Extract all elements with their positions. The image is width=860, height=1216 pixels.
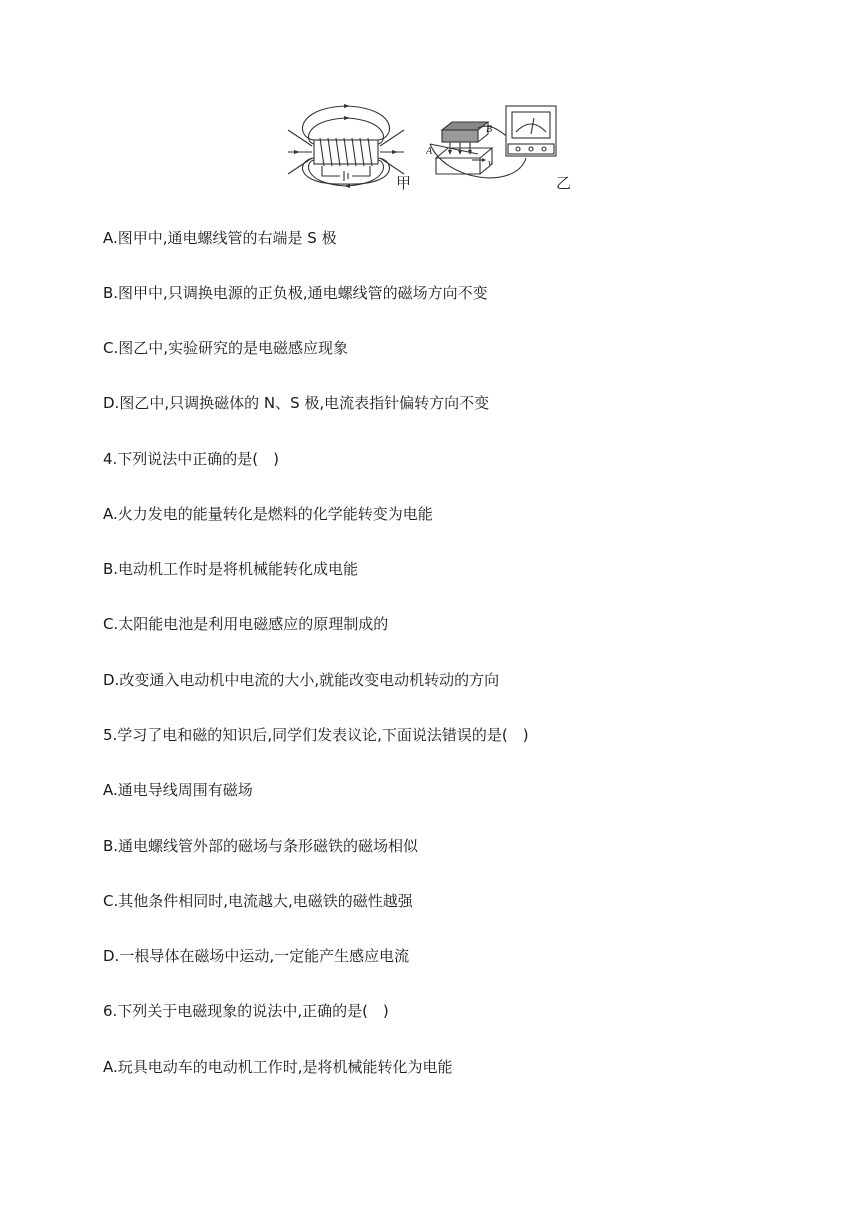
- figure-row: [286, 100, 586, 196]
- option-line: A.玩具电动车的电动机工作时,是将机械能转化为电能: [103, 1058, 453, 1076]
- option-line: B.通电螺线管外部的磁场与条形磁铁的磁场相似: [103, 837, 419, 855]
- label-v: v: [488, 158, 493, 169]
- option-line: A.火力发电的能量转化是燃料的化学能转变为电能: [103, 505, 433, 523]
- option-line: A.图甲中,通电螺线管的右端是 S 极: [103, 229, 337, 247]
- question-line: 4.下列说法中正确的是( ): [103, 450, 280, 468]
- question-line: 5.学习了电和磁的知识后,同学们发表议论,下面说法错误的是( ): [103, 726, 529, 744]
- label-a: A: [426, 146, 433, 157]
- option-line: D.改变通入电动机中电流的大小,就能改变电动机转动的方向: [103, 671, 500, 689]
- solenoid-figure: [286, 100, 406, 192]
- figure-label-yi: 乙: [556, 174, 572, 192]
- option-line: C.图乙中,实验研究的是电磁感应现象: [103, 339, 349, 357]
- option-line: B.电动机工作时是将机械能转化成电能: [103, 560, 359, 578]
- question-line: 6.下列关于电磁现象的说法中,正确的是( ): [103, 1002, 389, 1020]
- figure-label-jia: 甲: [396, 174, 412, 192]
- option-line: A.通电导线周围有磁场: [103, 781, 253, 799]
- option-line: C.太阳能电池是利用电磁感应的原理制成的: [103, 615, 389, 633]
- option-line: D.一根导体在磁场中运动,一定能产生感应电流: [103, 947, 410, 965]
- option-line: B.图甲中,只调换电源的正负极,通电螺线管的磁场方向不变: [103, 284, 488, 302]
- option-line: D.图乙中,只调换磁体的 N、S 极,电流表指针偏转方向不变: [103, 394, 490, 412]
- option-line: C.其他条件相同时,电流越大,电磁铁的磁性越强: [103, 892, 413, 910]
- label-b: B: [486, 124, 493, 135]
- induction-figure: [426, 100, 566, 192]
